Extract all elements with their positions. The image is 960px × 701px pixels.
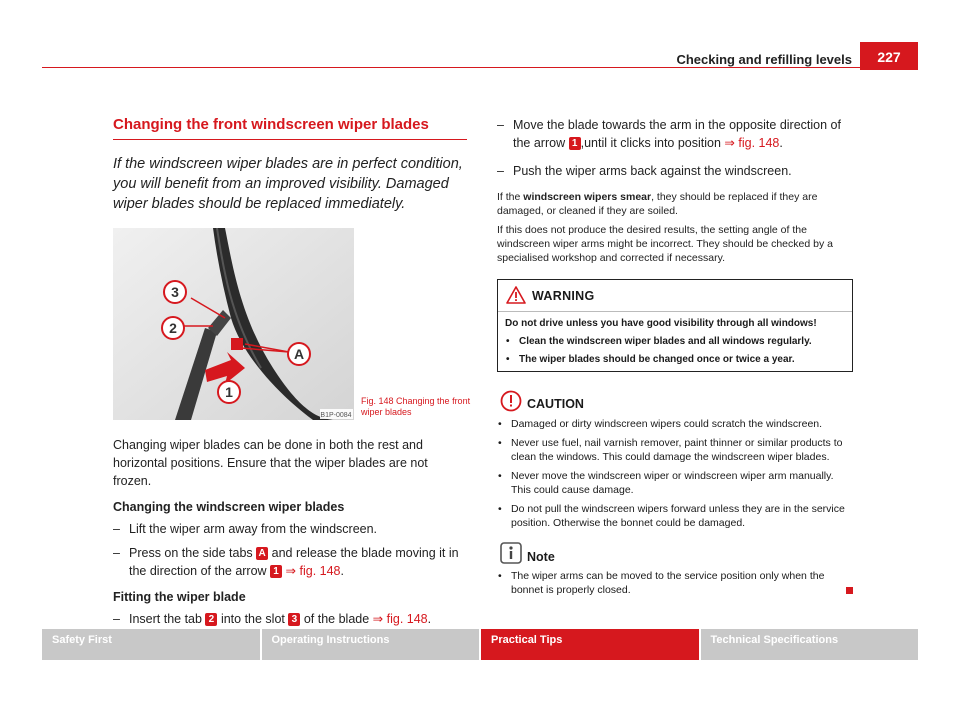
note-item: • The wiper arms can be moved to the service position only when the bonnet is properly closed. bbox=[497, 569, 853, 597]
warning-title: WARNING bbox=[532, 289, 595, 303]
callout-badge-a: A bbox=[256, 547, 268, 560]
callout-2 bbox=[162, 317, 184, 339]
subheading-changing: Changing the windscreen wiper blades bbox=[113, 500, 345, 514]
callout-1 bbox=[218, 381, 240, 403]
warning-box bbox=[497, 279, 853, 372]
caution-item: • Never use fuel, nail varnish remover, paint thinner or similar products to clean the windows. This could damage the windscreen wiper blades. bbox=[497, 436, 853, 464]
callout-3 bbox=[164, 281, 186, 303]
instructions-paragraph: Changing wiper blades can be done in both the rest and horizontal positions. Ensure that the wiper blades are not frozen. bbox=[113, 438, 428, 488]
page-number: 227 bbox=[860, 42, 918, 70]
warning-item: • The wiper blades should be changed once or twice a year. bbox=[505, 353, 845, 367]
callout-badge-2: 2 bbox=[205, 613, 217, 626]
angle-paragraph: If this does not produce the desired results, the setting angle of the windscreen wiper arms might be incorrect. They should be checked by a specialised workshop and corrected if necessary. bbox=[497, 224, 833, 264]
callout-badge-1: 1 bbox=[569, 137, 581, 150]
section-title: Changing the front windscreen wiper blades bbox=[113, 116, 467, 140]
note-title: Note bbox=[527, 550, 555, 564]
wiper-illustration bbox=[113, 228, 354, 420]
figure-link[interactable]: ⇒ fig. 148 bbox=[372, 612, 428, 626]
svg-text:2: 2 bbox=[169, 320, 177, 336]
caution-list bbox=[497, 417, 853, 530]
warning-body bbox=[498, 312, 852, 371]
figure-link[interactable]: ⇒ fig. 148 bbox=[724, 136, 780, 150]
warning-lead: Do not drive unless you have good visibility through all windows! bbox=[505, 318, 817, 329]
caution-title: CAUTION bbox=[527, 397, 584, 411]
step-push-arms: – Push the wiper arms back against the windscreen. bbox=[497, 162, 853, 180]
end-of-section-marker bbox=[846, 587, 853, 594]
section-intro: If the windscreen wiper blades are in perfect condition, you will benefit from an improved visibility. Damaged wiper blades should be replaced immediately. bbox=[113, 156, 463, 212]
figure-148 bbox=[113, 228, 471, 420]
tab-safety-first[interactable]: Safety First bbox=[42, 629, 260, 660]
callout-a bbox=[288, 343, 310, 365]
svg-text:3: 3 bbox=[171, 284, 179, 300]
caution-item: • Do not pull the windscreen wipers forward unless they are in the service position. Otherwise the bonnet could be damaged. bbox=[497, 502, 853, 530]
left-column bbox=[113, 116, 471, 628]
step-move-blade: – Move the blade towards the arm in the opposite direction of the arrow 1 ,until it clicks into position ⇒ fig. 148. bbox=[497, 116, 853, 152]
step-lift-arm: – Lift the wiper arm away from the windscreen. bbox=[113, 520, 467, 538]
warning-triangle-icon bbox=[506, 286, 526, 309]
smear-paragraph: If the windscreen wipers smear, they should be replaced if they are damaged, or cleaned if they are soiled. bbox=[497, 191, 818, 217]
note-info-icon bbox=[500, 542, 522, 569]
warning-item: • Clean the windscreen wiper blades and all windows regularly. bbox=[505, 335, 845, 349]
wiper-blade-photo bbox=[113, 228, 354, 420]
tab-operating-instructions[interactable]: Operating Instructions bbox=[262, 629, 480, 660]
note-list bbox=[497, 569, 853, 597]
caution-item: • Damaged or dirty windscreen wipers could scratch the windscreen. bbox=[497, 417, 853, 431]
caution-item: • Never move the windscreen wiper or windscreen wiper arm manually. This could cause damage. bbox=[497, 469, 853, 497]
svg-text:1: 1 bbox=[225, 384, 233, 400]
step-press-tabs: – Press on the side tabs A and release the blade moving it in the direction of the arrow 1 ⇒ fig. 148. bbox=[113, 544, 467, 580]
note-header bbox=[497, 542, 853, 564]
step-insert-tab: – Insert the tab 2 into the slot 3 of the blade ⇒ fig. 148. bbox=[113, 610, 467, 628]
tab-technical-specifications[interactable]: Technical Specifications bbox=[701, 629, 919, 660]
tab-practical-tips[interactable]: Practical Tips bbox=[481, 629, 699, 660]
figure-link[interactable]: ⇒ fig. 148 bbox=[285, 564, 341, 578]
callout-badge-3: 3 bbox=[288, 613, 300, 626]
caution-exclamation-icon bbox=[500, 390, 522, 417]
callout-badge-1: 1 bbox=[270, 565, 282, 578]
footer-nav bbox=[42, 629, 918, 660]
svg-text:A: A bbox=[293, 346, 305, 362]
figure-code: B1P-0084 bbox=[320, 412, 352, 419]
warning-header bbox=[498, 280, 852, 312]
subheading-fitting: Fitting the wiper blade bbox=[113, 590, 246, 604]
caution-header bbox=[497, 390, 853, 412]
header-rule bbox=[42, 67, 860, 68]
right-column bbox=[497, 116, 853, 597]
figure-caption: Fig. 148 Changing the front wiper blades bbox=[361, 396, 471, 417]
running-header-title: Checking and refilling levels bbox=[676, 52, 852, 67]
